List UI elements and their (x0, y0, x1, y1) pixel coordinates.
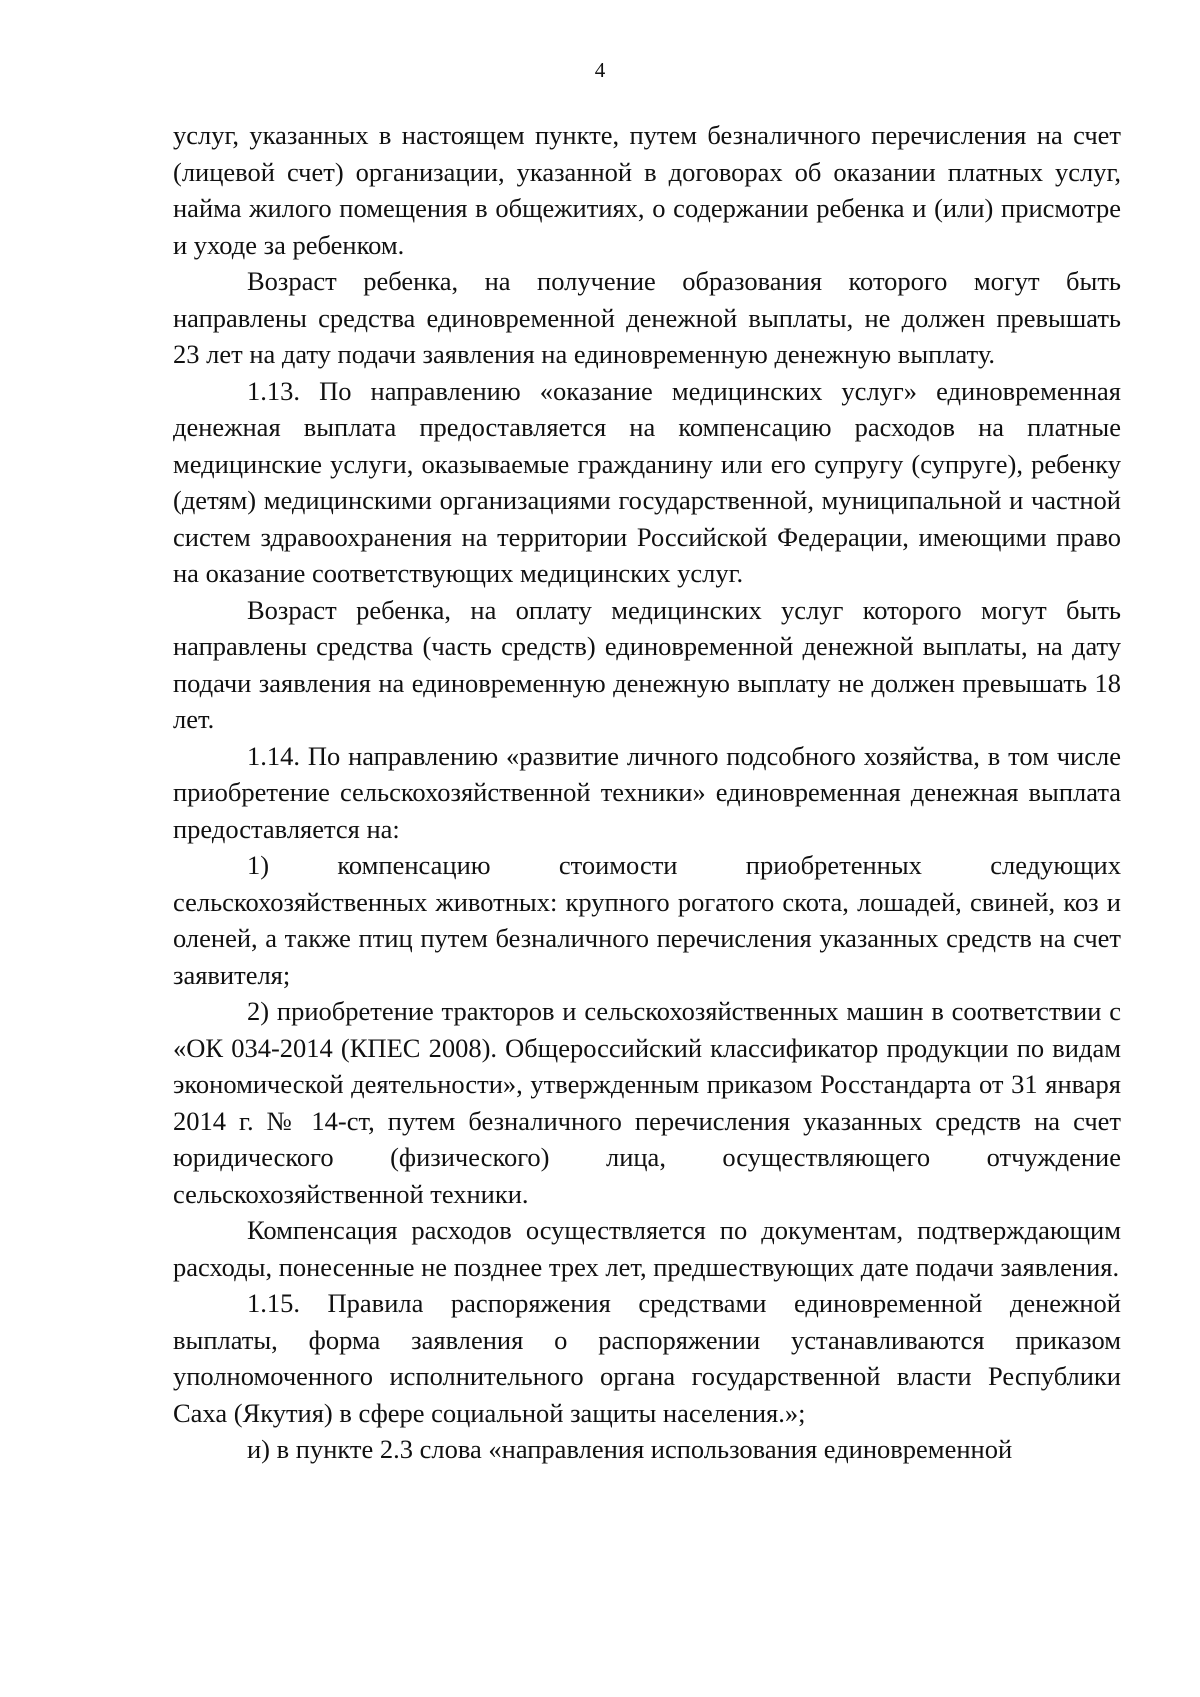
paragraph-1-13-medical-services: 1.13. По направлению «оказание медицинских услуг» единовременная денежная выплата предоставляется на компенсацию расходов на платные медицинские услуги, оказываемые гражданину или его супругу (супруге), ребенку (детям) медицинскими организациями государственной, муниципальной и частной систем здравоохранения на территории Российской Федерации, имеющими право на оказание соответствующих медицинских услуг. (173, 375, 1121, 588)
list-item-2-machinery: 2) приобретение тракторов и сельскохозяйственных машин в соответствии с «ОК 034-2014 (КПЕС 2008). Общероссийский классификатор продукции по видам экономической деятельности», утвержденным приказом Росстандарта от 31 января 2014 г. № 14-ст, путем безналичного перечисления указанных средств на счет юридического (физического) лица, осуществляющего отчуждение сельскохозяйственной техники. (173, 996, 1121, 1209)
paragraph-child-age-education: Возраст ребенка, на получение образования которого могут быть направлены средства единовременной денежной выплаты, не должен превышать 23 лет на дату подачи заявления на единовременную денежную выплату. (173, 266, 1121, 369)
page-number: 4 (594, 58, 606, 82)
document-body (173, 117, 1121, 1468)
paragraph-compensation: Компенсация расходов осуществляется по документам, подтверждающим расходы, понесенные не позднее трех лет, предшествующих дате подачи заявления. (173, 1215, 1121, 1282)
list-item-1-animals: 1) компенсацию стоимости приобретенных следующих сельскохозяйственных животных: крупного рогатого скота, лошадей, свиней, коз и оленей, а также птиц путем безналичного перечисления указанных средств на счет заявителя; (173, 850, 1121, 990)
paragraph-1-15-rules: 1.15. Правила распоряжения средствами единовременной денежной выплаты, форма заявления о распоряжении устанавливаются приказом уполномоченного исполнительного органа государственной власти Республики Саха (Якутия) в сфере социальной защиты населения.»; (173, 1288, 1121, 1428)
paragraph-child-age-medical: Возраст ребенка, на оплату медицинских услуг которого могут быть направлены средства (часть средств) единовременной денежной выплаты, на дату подачи заявления на единовременную денежную выплату не должен превышать 18 лет. (173, 594, 1121, 734)
paragraph-continuation: услуг, указанных в настоящем пункте, путем безналичного перечисления на счет (лицевой счет) организации, указанной в договорах об оказании платных услуг, найма жилого помещения в общежитиях, о содержании ребенка и (или) присмотре и уходе за ребенком. (173, 120, 1121, 260)
paragraph-1-14-household: 1.14. По направлению «развитие личного подсобного хозяйства, в том числе приобретение сельскохозяйственной техники» единовременная денежная выплата предоставляется на: (173, 740, 1121, 844)
paragraph-item-i: и) в пункте 2.3 слова «направления использования единовременной (247, 1434, 1013, 1464)
